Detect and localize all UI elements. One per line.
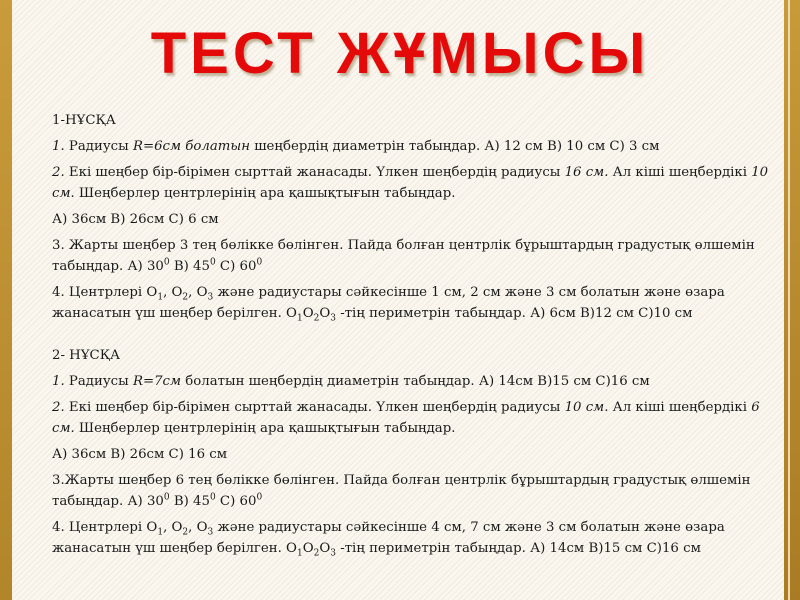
subscript: 1: [157, 527, 164, 538]
variant-1-heading: 1-НҰСҚА: [52, 113, 116, 128]
question-text: , О: [163, 285, 183, 300]
v2-question-1: [52, 371, 770, 392]
variant-2-heading: 2- НҰСҚА: [52, 348, 121, 363]
subscript: 1: [296, 313, 303, 324]
v1-question-2-answers: А) 36см В) 26см С) 6 см: [52, 212, 219, 227]
question-italic: 10 см.: [52, 165, 769, 201]
question-text: О: [319, 541, 331, 556]
left-decor-band: [0, 0, 12, 600]
test-content: [52, 110, 770, 564]
question-text: және радиустары сәйкесінше 1 см, 2 см және 3 см болатын және өзара жанасатын үш шеңбер берілген. О: [52, 285, 725, 321]
slide-title: ТЕСТ ЖҰМЫСЫ: [150, 21, 650, 86]
degree-sup: 0: [163, 257, 170, 268]
subscript: 2: [313, 313, 320, 324]
question-text: -тің периметрін табыңдар. А) 6см В)12 см С)10 см: [335, 306, 693, 321]
question-text: Шеңберлер центрлерінің ара қашықтығын табыңдар.: [74, 186, 456, 201]
degree-sup: 0: [256, 492, 263, 503]
question-text: Екі шеңбер бір-бірімен сырттай жанасады. Үлкен шеңбердің радиусы: [68, 400, 565, 415]
v2-question-2-answers: А) 36см В) 26см С) 16 см: [52, 447, 228, 462]
subscript: 3: [207, 292, 214, 303]
subscript: 1: [296, 548, 303, 559]
subscript: 2: [182, 527, 189, 538]
subscript: 3: [207, 527, 214, 538]
question-text: 3.Жарты шеңбер 6 тең бөлікке бөлінген. Пайда болған центрлік бұрыштардың градустық өлшемін табыңдар. А) 30: [52, 473, 751, 509]
question-number: 2.: [52, 400, 69, 415]
question-italic: 10 см.: [564, 400, 609, 415]
question-text: О: [302, 541, 314, 556]
question-text: Радиусы: [68, 139, 133, 154]
subscript: 1: [157, 292, 164, 303]
question-text: болатын шеңбердің диаметрін табыңдар. А) 14см В)15 см С)16 см: [181, 374, 650, 389]
question-italic: R=7см: [132, 374, 182, 389]
question-text: В) 45: [169, 259, 210, 274]
v1-question-1: [52, 136, 770, 157]
degree-sup: 0: [209, 492, 216, 503]
question-text: , О: [188, 285, 208, 300]
v1-question-3: [52, 235, 770, 277]
subscript: 3: [330, 313, 336, 324]
question-italic: 6 см.: [52, 400, 760, 436]
question-text: шеңбердің диаметрін табыңдар. А) 12 см В) 10 см С) 3 см: [249, 139, 660, 154]
question-italic: 16 см.: [564, 165, 609, 180]
question-text: , О: [188, 520, 208, 535]
question-text: Ал кіші шеңбердікі: [608, 400, 752, 415]
subscript: 3: [330, 548, 336, 559]
question-text: 4. Центрлері О: [52, 520, 158, 535]
question-text: О: [319, 306, 331, 321]
question-text: Шеңберлер центрлерінің ара қашықтығын табыңдар.: [74, 421, 456, 436]
right-decor-band: [784, 0, 800, 600]
degree-sup: 0: [209, 257, 216, 268]
question-text: , О: [163, 520, 183, 535]
v2-question-2: [52, 397, 770, 439]
question-text: және радиустары сәйкесінше 4 см, 7 см және 3 см болатын және өзара жанасатын үш шеңбер берілген. О: [52, 520, 725, 556]
question-text: С) 60: [215, 494, 257, 509]
degree-sup: 0: [256, 257, 263, 268]
question-text: 4. Центрлері О: [52, 285, 158, 300]
v2-question-4: [52, 517, 770, 559]
question-text: О: [302, 306, 314, 321]
question-number: 2.: [52, 165, 69, 180]
question-number: 1.: [52, 374, 69, 389]
question-italic: R=6см болатын: [132, 139, 250, 154]
question-text: С) 60: [215, 259, 257, 274]
subscript: 2: [182, 292, 189, 303]
question-text: -тің периметрін табыңдар. А) 14см В)15 см С)16 см: [335, 541, 701, 556]
question-text: 3. Жарты шеңбер 3 тең бөлікке бөлінген. Пайда болған центрлік бұрыштардың градустық өлшемін табыңдар. А) 30: [52, 238, 755, 274]
question-text: Екі шеңбер бір-бірімен сырттай жанасады. Үлкен шеңбердің радиусы: [68, 165, 565, 180]
question-text: В) 45: [169, 494, 210, 509]
v1-question-2: [52, 162, 770, 204]
question-text: Радиусы: [68, 374, 133, 389]
v2-question-3: [52, 470, 770, 512]
question-text: Ал кіші шеңбердікі: [608, 165, 752, 180]
spacer: [52, 329, 770, 345]
subscript: 2: [313, 548, 320, 559]
degree-sup: 0: [163, 492, 170, 503]
v1-question-4: [52, 282, 770, 324]
question-number: 1.: [52, 139, 69, 154]
